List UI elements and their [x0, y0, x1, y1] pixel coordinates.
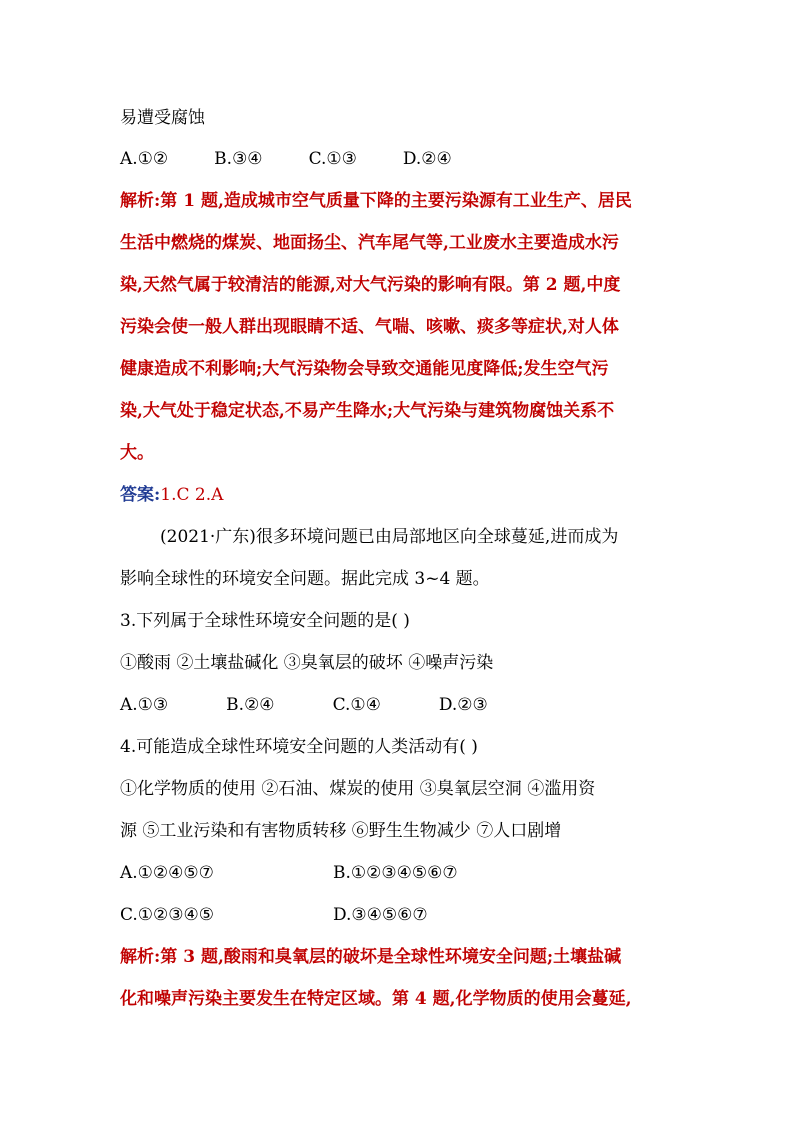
- analysis1-line-7: 大。: [120, 443, 154, 463]
- q3-option-a: A.①③: [120, 695, 169, 715]
- answer1: [120, 484, 223, 506]
- q3-option-c: C.①④: [332, 695, 381, 715]
- q3-option-b: B.②④: [226, 695, 275, 715]
- answer1-value: 1.C 2.A: [160, 485, 224, 505]
- q2-options: [120, 148, 452, 170]
- analysis1-line-3: 染,天然气属于较清洁的能源,对大气污染的影响有限。第 2 题,中度: [120, 275, 621, 295]
- q4-option-d: D.③④⑤⑥⑦: [333, 905, 428, 925]
- q3-stem: 3.下列属于全球性环境安全问题的是( ): [120, 611, 410, 631]
- q4-items-line-2: 源 ⑤工业污染和有害物质转移 ⑥野生生物减少 ⑦人口剧增: [120, 821, 562, 841]
- analysis2-line-2: 化和噪声污染主要发生在特定区域。第 4 题,化学物质的使用会蔓延,: [120, 989, 632, 1009]
- analysis1-line-2: 生活中燃烧的煤炭、地面扬尘、汽车尾气等,工业废水主要造成水污: [120, 233, 619, 253]
- q4-option-a: A.①②④⑤⑦: [120, 863, 214, 883]
- analysis1-line-4: 污染会使一般人群出现眼睛不适、气喘、咳嗽、痰多等症状,对人体: [120, 317, 619, 337]
- q2-option-d: D.②④: [402, 149, 452, 169]
- analysis2-label: 解析:: [120, 947, 161, 967]
- q4-items-line-1: ①化学物质的使用 ②石油、煤炭的使用 ③臭氧层空洞 ④滥用资: [120, 779, 596, 799]
- intro-line-2: 影响全球性的环境安全问题。据此完成 3~4 题。: [120, 569, 490, 589]
- analysis1-line-5: 健康造成不利影响;大气污染物会导致交通能见度降低;发生空气污: [120, 359, 609, 379]
- q4-option-b: B.①②③④⑤⑥⑦: [333, 863, 458, 883]
- top-fragment: 易遭受腐蚀: [120, 108, 205, 128]
- q2-option-c: C.①③: [308, 149, 357, 169]
- q4-stem: 4.可能造成全球性环境安全问题的人类活动有( ): [120, 737, 478, 757]
- q3-option-d: D.②③: [438, 695, 488, 715]
- analysis1-label: 解析:: [120, 191, 161, 211]
- q3-options: [120, 694, 488, 716]
- analysis2-line-1: 解析:第 3 题,酸雨和臭氧层的破坏是全球性环境安全问题;土壤盐碱: [120, 947, 622, 967]
- q2-option-a: A.①②: [120, 149, 169, 169]
- intro-line-1: (2021·广东)很多环境问题已由局部地区向全球蔓延,进而成为: [160, 527, 619, 547]
- q3-items: ①酸雨 ②土壤盐碱化 ③臭氧层的破坏 ④噪声污染: [120, 653, 494, 673]
- answer1-label: 答案:: [120, 485, 161, 505]
- q2-option-b: B.③④: [214, 149, 263, 169]
- q4-option-c: C.①②③④⑤: [120, 905, 215, 925]
- analysis1-line-1: 解析:第 1 题,造成城市空气质量下降的主要污染源有工业生产、居民: [120, 191, 632, 211]
- analysis1-line-6: 染,大气处于稳定状态,不易产生降水;大气污染与建筑物腐蚀关系不: [120, 401, 615, 421]
